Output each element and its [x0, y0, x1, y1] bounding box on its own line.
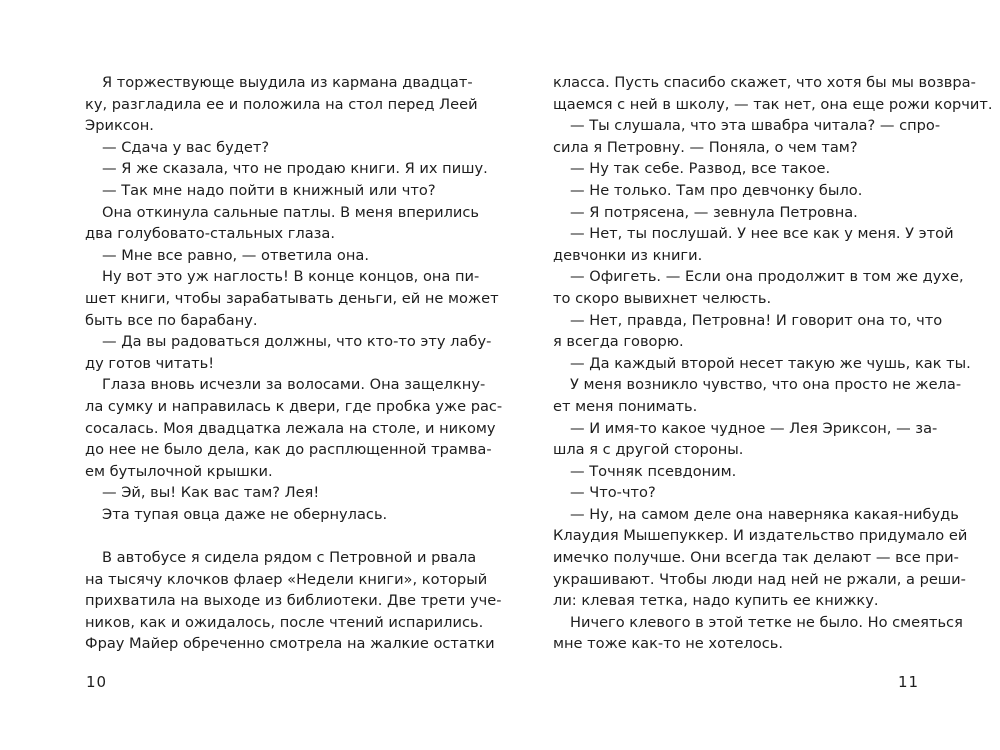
text-line: ем бутылочной крышки. — [85, 462, 273, 480]
text-line: ли: клевая тетка, надо купить ее книжку. — [553, 592, 879, 610]
text-line: мне тоже как-то не хотелось. — [553, 635, 783, 653]
text-line: — Офигеть. — Если она продолжит в том же духе, — [570, 268, 964, 286]
text-line: — Что-что? — [570, 484, 656, 502]
right-page — [553, 72, 993, 655]
text-line: Эриксон. — [85, 117, 154, 135]
text-line: Я торжествующе выудила из кармана двадцат- — [102, 74, 473, 91]
text-line: — Сдача у вас будет? — [102, 138, 270, 156]
left-page — [85, 72, 503, 655]
text-line: класса. Пусть спасибо скажет, что хотя бы мы возвра- — [553, 74, 976, 91]
text-line: — Нет, ты послушай. У нее все как у меня. У этой — [570, 225, 954, 243]
text-line: ников, как и ожидалось, после чтений испарились. — [85, 613, 484, 631]
text-line: я всегда говорю. — [553, 333, 684, 351]
text-line: — Ну так себе. Развод, все такое. — [570, 160, 831, 178]
text-line: В автобусе я сидела рядом с Петровной и рвала — [102, 549, 477, 567]
text-line: Ничего клевого в этой тетке не было. Но смеяться — [570, 613, 963, 631]
right-page-number: 11 — [898, 673, 920, 691]
text-line: — Точняк псевдоним. — [570, 462, 737, 480]
left-page-text — [85, 72, 503, 655]
text-line: девчонки из книги. — [553, 246, 703, 264]
text-line: — Да вы радоваться должны, что кто-то эту лабу- — [102, 333, 492, 351]
text-line: быть все по барабану. — [85, 311, 258, 329]
text-line: — Эй, вы! Как вас там? Лея! — [102, 484, 320, 502]
right-page-text — [553, 72, 993, 655]
text-line: украшивают. Чтобы люди над ней не ржали, а реши- — [553, 570, 966, 588]
text-line: — И имя-то какое чудное — Лея Эриксон, — за- — [570, 419, 938, 437]
text-line: Эта тупая овца даже не обернулась. — [102, 505, 388, 523]
text-line: сосалась. Моя двадцатка лежала на столе, и никому — [85, 419, 496, 437]
left-page-number: 10 — [86, 673, 108, 691]
text-line: сила я Петровну. — Поняла, о чем там? — [553, 138, 858, 156]
text-line: Она откинула сальные патлы. В меня вперились — [102, 203, 480, 221]
text-line: Глаза вновь исчезли за волосами. Она защелкну- — [102, 376, 486, 394]
text-line: — Так мне надо пойти в книжный или что? — [102, 181, 436, 199]
text-line: У меня возникло чувство, что она просто не жела- — [570, 376, 962, 394]
text-line — [85, 525, 465, 547]
text-line: два голубовато-стальных глаза. — [85, 225, 336, 243]
text-line: — Ну, на самом деле она наверняка какая-нибудь — [570, 505, 959, 523]
text-line: Клаудия Мышепуккер. И издательство придумало ей — [553, 527, 968, 545]
text-line: имечко получше. Они всегда так делают — все при- — [553, 549, 959, 567]
text-line: щаемся с ней в школу, — так нет, она еще рожи корчит. — [553, 95, 993, 113]
text-line: — Я потрясена, — зевнула Петровна. — [570, 203, 858, 221]
text-line: то скоро вывихнет челюсть. — [553, 289, 772, 307]
text-line: шет книги, чтобы зарабатывать деньги, ей не может — [85, 289, 499, 307]
text-line: — Ты слушала, что эта швабра читала? — спро- — [570, 117, 941, 135]
text-line: Фрау Майер обреченно смотрела на жалкие остатки — [85, 635, 495, 653]
text-line: — Не только. Там про девчонку было. — [570, 181, 863, 199]
text-line: Ну вот это уж наглость! В конце концов, она пи- — [102, 268, 480, 286]
text-line: прихватила на выходе из библиотеки. Две трети уче- — [85, 592, 502, 610]
text-line: — Нет, правда, Петровна! И говорит она то, что — [570, 311, 943, 329]
text-line: шла я с другой стороны. — [553, 441, 744, 459]
text-line: — Да каждый второй несет такую же чушь, как ты. — [570, 354, 971, 372]
text-line: — Я же сказала, что не продаю книги. Я их пишу. — [102, 160, 488, 178]
text-line: до нее не было дела, как до расплющенной трамва- — [85, 441, 492, 459]
text-line: ет меня понимать. — [553, 397, 698, 415]
text-line: ла сумку и направилась к двери, где пробка уже рас- — [85, 397, 503, 415]
text-line: ку, разгладила ее и положила на стол перед Леей — [85, 95, 478, 113]
text-line: ду готов читать! — [85, 354, 215, 372]
text-line: на тысячу клочков флаер «Недели книги», который — [85, 570, 488, 588]
text-line: — Мне все равно, — ответила она. — [102, 246, 369, 264]
